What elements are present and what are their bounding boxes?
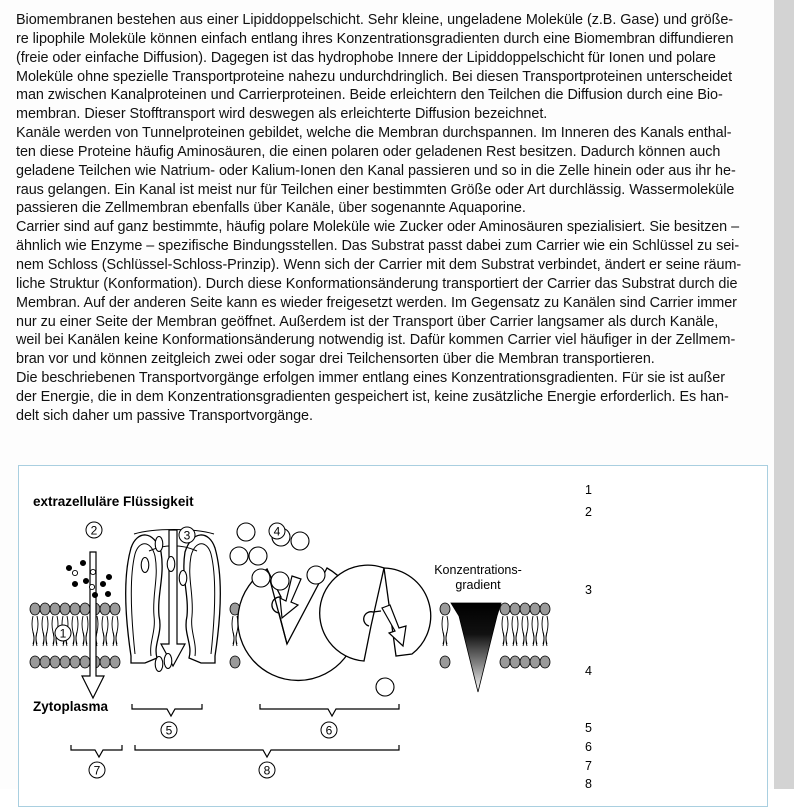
svg-text:4: 4 [273, 524, 281, 539]
extracellular-label: extrazelluläre Flüssigkeit [33, 494, 194, 509]
lipid-molecule [40, 603, 50, 668]
particle [106, 574, 111, 579]
answer-number: 4 [585, 664, 592, 678]
concentration-gradient-wedge [451, 603, 501, 692]
answer-number: 7 [585, 759, 592, 773]
answer-number: 8 [585, 777, 592, 791]
text-line: Die beschriebenen Transportvorgänge erfolgen immer entlang eines Konzentrationsgradienten. Für sie ist außer [16, 370, 725, 387]
particle [80, 560, 85, 565]
marker-3 [179, 527, 195, 543]
lipid-molecule [440, 603, 450, 668]
lipid-molecule [540, 603, 550, 668]
lipid-molecule [510, 603, 520, 668]
water-molecule [155, 657, 163, 672]
particle [92, 592, 97, 597]
particle [100, 581, 105, 586]
bracket-channel [132, 704, 202, 716]
particle [83, 578, 88, 583]
lipid-molecule [70, 603, 80, 668]
text-line: Biomembranen bestehen aus einer Lipiddoppelschicht. Sehr kleine, ungeladene Moleküle (z.B. Gase) und größe- [16, 12, 734, 28]
water-molecule [179, 571, 187, 586]
substrate-molecule [252, 569, 270, 587]
text-line: ten diese Proteine häufig Aminosäuren, die einen polaren oder geladenen Rest besitzen. Dadurch können auch [16, 143, 721, 160]
marker-7 [89, 762, 105, 778]
lipid-molecule [80, 603, 90, 668]
body-text [16, 11, 768, 426]
particle [72, 581, 77, 586]
page-margin-strip [774, 0, 794, 789]
substrate-molecule [307, 566, 325, 584]
text-line: Kanäle werden von Tunnelproteinen gebildet, welche die Membran durchspannen. Im Inneren des Kanals enthal- [16, 125, 732, 142]
marker-4 [269, 523, 285, 539]
text-line: Moleküle ohne spezielle Transportproteine nahezu undurchdringlich. Bei diesen Transportproteinen unterscheidet [16, 68, 733, 85]
membrane-diagram [19, 466, 767, 806]
text-line: liche Struktur (Konformation). Durch diese Konformationsänderung transportiert der Carrier das Substrat durch die [16, 275, 738, 292]
text-line: re lipophile Moleküle können einfach entlang ihres Konzentrationsgradienten durch eine Biomembran diffundieren [16, 30, 734, 47]
text-line: passieren die Zellmembran ebenfalls über Kanäle, über sogenannte Aquaporine. [16, 200, 526, 217]
bracket-facilitated-diffusion [135, 745, 399, 757]
text-line: membran. Dieser Stofftransport wird deswegen als erleichterte Diffusion bezeichnet. [16, 106, 548, 123]
substrate-molecule [237, 523, 255, 541]
svg-text:6: 6 [325, 723, 333, 738]
substrate-molecule [249, 547, 267, 565]
particle [105, 591, 110, 596]
answer-number: 3 [585, 583, 592, 597]
answer-number: 5 [585, 721, 592, 735]
membrane-transport-figure [18, 465, 768, 807]
substrate-molecule [271, 572, 289, 590]
svg-text:1: 1 [59, 626, 67, 641]
marker-1 [55, 625, 71, 641]
marker-6 [321, 722, 337, 738]
text-line: raus gelangen. Ein Kanal ist meist nur für Teilchen einer bestimmten Größe oder Art durchlässig. Wassermoleküle [16, 181, 735, 198]
marker-5 [161, 722, 177, 738]
lipid-molecule [100, 603, 110, 668]
substrate-molecule [291, 532, 309, 550]
particle [90, 569, 95, 574]
water-molecule [167, 557, 175, 572]
svg-text:7: 7 [93, 763, 101, 778]
particle [66, 565, 71, 570]
text-line: ähnlich wie Enzyme – spezifische Bindungsstellen. Das Substrat passt dabei zum Carrier wie ein Schlüssel zu sei- [16, 238, 740, 255]
water-molecule [155, 537, 163, 552]
bracket-carrier [260, 704, 399, 716]
lipid-molecule [520, 603, 530, 668]
text-line: der Energie, die in dem Konzentrationsgradienten gespeichert ist, keine zusätzliche Energie erforderlich. Es han- [16, 388, 729, 405]
text-line: bran vor und können zeitgleich zwei oder sogar drei Teilchensorten über die Membran transportieren. [16, 351, 655, 368]
svg-text:5: 5 [165, 723, 173, 738]
svg-text:8: 8 [263, 763, 271, 778]
gradient-label-line2: gradient [455, 578, 501, 592]
text-line: nem Schloss (Schlüssel-Schloss-Prinzip). Wenn sich der Carrier mit dem Substrat verbindet, ändert er seine räum- [16, 256, 742, 273]
marker-2 [86, 522, 102, 538]
cytoplasm-label: Zytoplasma [33, 699, 109, 714]
gradient-label-line1: Konzentrations- [434, 563, 522, 577]
substrate-molecule [376, 678, 394, 696]
text-line: geladene Teilchen wie Natrium- oder Kalium-Ionen den Kanal passieren und so in die Zelle hinein oder aus ihr he- [16, 162, 736, 179]
text-line: Carrier sind auf ganz bestimmte, häufig polare Moleküle wie Zucker oder Aminosäuren spezialisiert. Sie besitzen – [16, 219, 740, 236]
lipid-molecule [30, 603, 40, 668]
svg-text:3: 3 [183, 528, 191, 543]
text-line: nur zu einer Seite der Membran geöffnet. Außerdem ist der Transport über Carrier langsamer als durch Kanäle, [16, 313, 719, 330]
lipid-molecule [110, 603, 120, 668]
water-molecule [164, 654, 172, 669]
answer-number: 1 [585, 483, 592, 497]
lipid-molecule [530, 603, 540, 668]
text-line: Membran. Auf der anderen Seite kann es wieder freigesetzt werden. Im Gegensatz zu Kanälen sind Carrier immer [16, 294, 737, 311]
water-molecule [141, 558, 149, 573]
text-line: delt sich daher um passive Transportvorgänge. [16, 407, 313, 424]
text-line: man zwischen Kanalproteinen und Carrierproteinen. Beide erleichtern den Teilchen die Diffusion durch eine Bio- [16, 87, 723, 104]
channel-protein [126, 530, 221, 667]
marker-8 [259, 762, 275, 778]
answer-number: 2 [585, 505, 592, 519]
particle [89, 584, 94, 589]
small-molecules [66, 560, 111, 597]
substrate-molecule [230, 547, 248, 565]
svg-text:2: 2 [90, 523, 98, 538]
text-line: weil bei Kanälen keine Konformationsänderung notwendig ist. Dafür kommen Carrier viel häufiger in der Zellmem- [16, 332, 736, 349]
particle [72, 570, 77, 575]
bracket-simple-diffusion [71, 745, 122, 757]
lipid-molecule [500, 603, 510, 668]
text-line: (freie oder einfache Diffusion). Dagegen ist das hydrophobe Innere der Lipiddoppelschicht für Ionen und polare [16, 49, 716, 66]
carrier-protein-open-inside [320, 565, 431, 661]
answer-line-numbers [585, 483, 592, 791]
answer-number: 6 [585, 740, 592, 754]
